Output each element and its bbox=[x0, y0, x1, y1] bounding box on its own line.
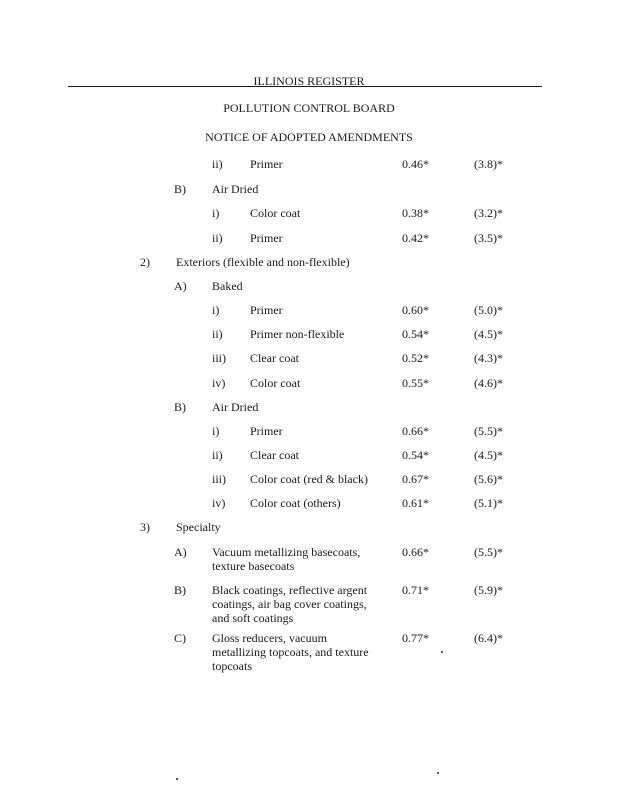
scan-speck bbox=[176, 778, 178, 780]
item-number: ii) bbox=[212, 448, 223, 462]
register-title: ILLINOIS REGISTER bbox=[253, 74, 365, 88]
item-number: 2) bbox=[140, 255, 150, 269]
item-label: Baked bbox=[212, 279, 243, 293]
voc-value: 0.42* bbox=[402, 231, 429, 245]
item-number: B) bbox=[174, 583, 186, 597]
item-number: C) bbox=[174, 631, 186, 645]
item-label: Primer bbox=[250, 303, 283, 317]
voc-value-alt: (4.5)* bbox=[474, 327, 503, 341]
item-number: ii) bbox=[212, 327, 223, 341]
voc-value-alt: (3.5)* bbox=[474, 231, 503, 245]
item-label: Vacuum metallizing basecoats, texture basecoats bbox=[212, 545, 361, 573]
voc-value-alt: (5.5)* bbox=[474, 424, 503, 438]
item-number: iii) bbox=[212, 472, 226, 486]
item-number: i) bbox=[212, 206, 220, 220]
agency-title: POLLUTION CONTROL BOARD bbox=[223, 101, 395, 115]
item-label: Primer bbox=[250, 157, 283, 171]
item-label: Color coat bbox=[250, 206, 301, 220]
item-label: Black coatings, reflective argent coatings, air bag cover coatings, and soft coatings bbox=[212, 583, 368, 625]
voc-value: 0.77* bbox=[402, 631, 429, 645]
voc-value: 0.71* bbox=[402, 583, 429, 597]
item-number: i) bbox=[212, 424, 220, 438]
voc-value-alt: (5.6)* bbox=[474, 472, 503, 486]
item-number: A) bbox=[174, 545, 187, 559]
voc-value: 0.66* bbox=[402, 424, 429, 438]
item-number: iv) bbox=[212, 496, 226, 510]
item-label: Color coat (others) bbox=[250, 496, 341, 510]
voc-value-alt: (5.5)* bbox=[474, 545, 503, 559]
item-number: ii) bbox=[212, 157, 223, 171]
item-label: Color coat bbox=[250, 376, 301, 390]
item-label: Exteriors (flexible and non-flexible) bbox=[176, 255, 350, 269]
voc-value: 0.46* bbox=[402, 157, 429, 171]
item-number: A) bbox=[174, 279, 187, 293]
item-label: Air Dried bbox=[212, 400, 259, 414]
item-number: B) bbox=[174, 182, 186, 196]
scan-speck bbox=[441, 651, 443, 653]
voc-value: 0.54* bbox=[402, 448, 429, 462]
voc-value-alt: (3.2)* bbox=[474, 206, 503, 220]
voc-value: 0.38* bbox=[402, 206, 429, 220]
item-label: Color coat (red & black) bbox=[250, 472, 368, 486]
notice-title: NOTICE OF ADOPTED AMENDMENTS bbox=[205, 130, 413, 144]
item-number: 3) bbox=[140, 520, 150, 534]
voc-value-alt: (4.5)* bbox=[474, 448, 503, 462]
voc-value: 0.52* bbox=[402, 351, 429, 365]
header-rule bbox=[68, 86, 542, 87]
item-number: B) bbox=[174, 400, 186, 414]
voc-value-alt: (6.4)* bbox=[474, 631, 503, 645]
item-label: Clear coat bbox=[250, 448, 299, 462]
voc-value: 0.67* bbox=[402, 472, 429, 486]
voc-value-alt: (5.1)* bbox=[474, 496, 503, 510]
voc-value-alt: (5.9)* bbox=[474, 583, 503, 597]
voc-value-alt: (3.8)* bbox=[474, 157, 503, 171]
item-label: Primer non-flexible bbox=[250, 327, 345, 341]
scan-speck bbox=[437, 772, 439, 774]
item-number: i) bbox=[212, 303, 220, 317]
voc-value: 0.55* bbox=[402, 376, 429, 390]
item-label: Air Dried bbox=[212, 182, 259, 196]
item-label: Specialty bbox=[176, 520, 221, 534]
item-label: Clear coat bbox=[250, 351, 299, 365]
voc-value-alt: (5.0)* bbox=[474, 303, 503, 317]
item-label: Primer bbox=[250, 424, 283, 438]
voc-value-alt: (4.6)* bbox=[474, 376, 503, 390]
voc-value: 0.66* bbox=[402, 545, 429, 559]
item-number: iv) bbox=[212, 376, 226, 390]
voc-value: 0.61* bbox=[402, 496, 429, 510]
voc-value: 0.54* bbox=[402, 327, 429, 341]
item-label: Gloss reducers, vacuum metallizing topcoats, and texture topcoats bbox=[212, 631, 369, 673]
item-number: ii) bbox=[212, 231, 223, 245]
item-number: iii) bbox=[212, 351, 226, 365]
item-label: Primer bbox=[250, 231, 283, 245]
voc-value: 0.60* bbox=[402, 303, 429, 317]
voc-value-alt: (4.3)* bbox=[474, 351, 503, 365]
